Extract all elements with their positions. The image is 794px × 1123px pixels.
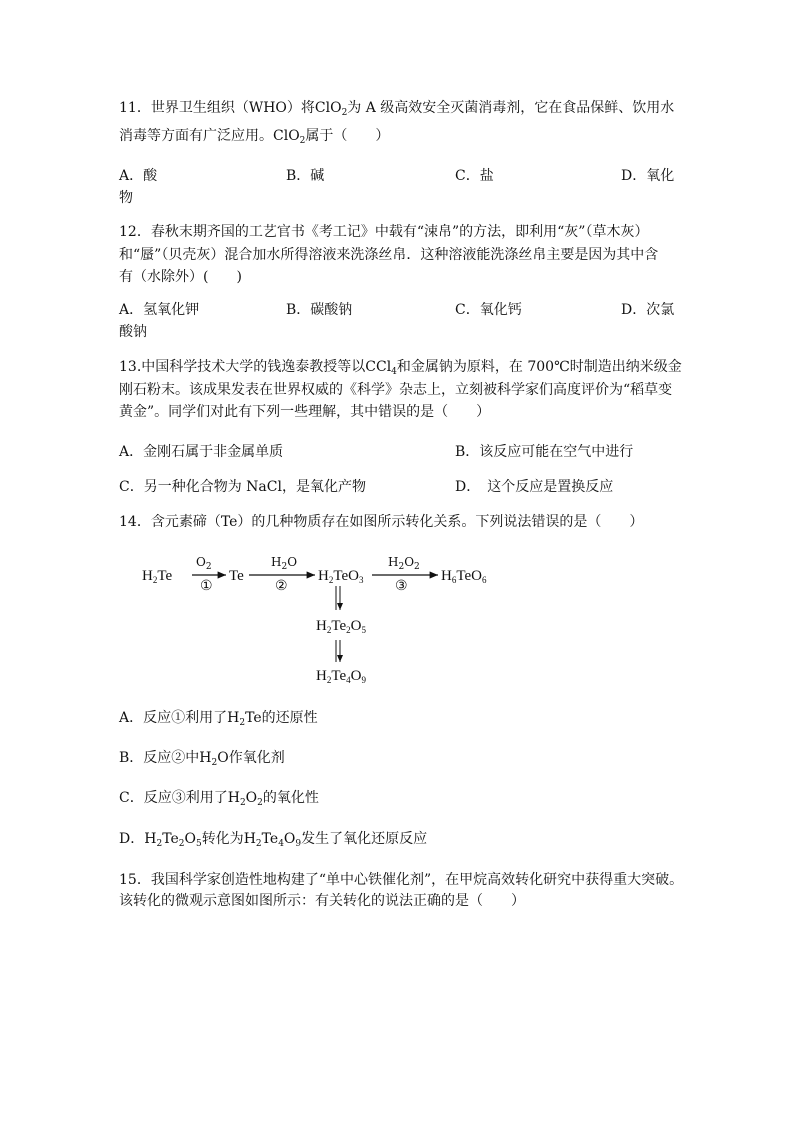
q14-option-a: A．反应①利用了$H_2Te$的还原性 bbox=[119, 710, 318, 728]
reagent-o2: $O_2$ bbox=[196, 555, 212, 572]
step-1-label: ① bbox=[200, 578, 213, 594]
text: 和金属钠为原料，在 700℃时制造出纳米级金 bbox=[396, 359, 682, 375]
q12-option-d-cont: 酸钠 bbox=[119, 324, 147, 340]
q12-option-a: A．氢氧化钾 bbox=[119, 302, 200, 318]
q15-line2: 该转化的微观示意图如图所示：有关转化的说法正确的是（ ） bbox=[119, 893, 525, 909]
q11-option-d: D．氧化 bbox=[621, 168, 675, 184]
q13-option-a: A．金刚石属于非金属单质 bbox=[119, 444, 284, 460]
q13-line3: 黄金”。同学们对此有下列一些理解，其中错误的是（ ） bbox=[119, 404, 491, 420]
reagent-h2o2: $H_2O_2$ bbox=[388, 555, 420, 572]
q12-option-d: D．次氯 bbox=[621, 302, 675, 318]
q11-line2 bbox=[119, 126, 389, 146]
q12-option-b: B．碳酸钠 bbox=[286, 302, 353, 318]
formula-clo2: ClO$_2$ bbox=[273, 128, 306, 146]
step-2-label: ② bbox=[275, 578, 288, 594]
q13-option-c: C．另一种化合物为 NaCl，是氧化产物 bbox=[119, 479, 366, 495]
q12-line3: 有（水除外）( ) bbox=[119, 269, 242, 285]
reagent-h2o: $H_2O$ bbox=[271, 555, 298, 572]
q11-option-b: B．碱 bbox=[286, 168, 325, 184]
q13-line1 bbox=[119, 357, 682, 377]
q12-line1: 12．春秋末期齐国的工艺官书《考工记》中载有“涑帛”的方法，即利用“灰”（草木灰） bbox=[119, 224, 649, 240]
q11-option-a: A．酸 bbox=[119, 168, 158, 184]
text: 13.中国科学技术大学的钱逸泰教授等以 bbox=[119, 359, 366, 375]
q11-option-c: C．盐 bbox=[455, 168, 494, 184]
species-h2te: $H_2Te$ bbox=[142, 568, 173, 585]
q12-line2: 和“蜃”（贝壳灰）混合加水所得溶液来洗涤丝帛．这种溶液能洗涤丝帛主要是因为其中含 bbox=[119, 247, 659, 263]
species-h2teo3: $H_2TeO_3$ bbox=[318, 568, 364, 585]
q14-line1: 14．含元素碲（Te）的几种物质存在如图所示转化关系。下列说法错误的是（ ） bbox=[119, 514, 644, 530]
species-h2te2o5: $H_2Te_2O_5$ bbox=[316, 618, 366, 635]
q13-line2: 刚石粉末。该成果发表在世界权威的《科学》杂志上，立刻被科学家们高度评价为“稻草变 bbox=[119, 382, 673, 398]
text: 11．世界卫生组织（WHO）将 bbox=[119, 100, 315, 116]
tellurium-conversion-diagram bbox=[140, 554, 500, 694]
q14-option-d: D．$H_2Te_2O_5$转化为$H_2Te_4O_9$发生了氧化还原反应 bbox=[119, 831, 428, 849]
q14-option-b: B．反应②中$H_2O$作氧化剂 bbox=[119, 750, 285, 768]
q14-option-c: C．反应③利用了$H_2O_2$的氧化性 bbox=[119, 790, 319, 808]
step-3-label: ③ bbox=[395, 578, 408, 594]
q12-option-c: C．氧化钙 bbox=[455, 302, 522, 318]
q11-option-d-cont: 物 bbox=[119, 190, 133, 206]
species-h2te4o9: $H_2Te_4O_9$ bbox=[316, 668, 366, 685]
q15-line1: 15．我国科学家创造性地构建了“单中心铁催化剂”，在甲烷高效转化研究中获得重大突破。 bbox=[119, 872, 684, 888]
formula-ccl4: CCl$_4$ bbox=[365, 359, 397, 377]
text: 消毒等方面有广泛应用。 bbox=[119, 128, 273, 144]
species-h6teo6: $H_6TeO_6$ bbox=[441, 568, 487, 585]
text: 属于（ ） bbox=[305, 128, 390, 144]
q13-option-b: B．该反应可能在空气中进行 bbox=[455, 444, 634, 460]
text: 为 A 级高效安全灭菌消毒剂，它在食品保鲜、饮用水 bbox=[347, 100, 675, 116]
formula-clo2: ClO$_2$ bbox=[314, 100, 348, 118]
q11-line1 bbox=[119, 98, 674, 118]
species-te: Te bbox=[229, 568, 244, 584]
q13-option-d: D． 这个反应是置换反应 bbox=[455, 479, 614, 495]
